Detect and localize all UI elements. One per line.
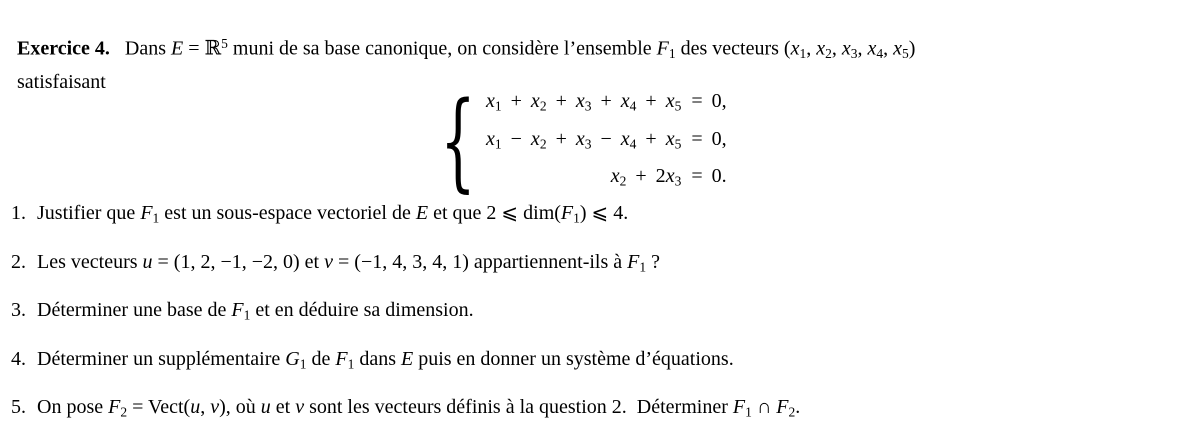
equation-1-rhs: [691, 88, 726, 120]
text-segment: u: [142, 250, 153, 273]
text-segment: 1: [668, 46, 676, 61]
text-segment: ,: [200, 396, 211, 418]
text-segment: 1: [299, 356, 307, 371]
text-segment: F: [140, 202, 153, 224]
text-segment: u: [260, 396, 271, 418]
text-segment: x: [893, 37, 903, 60]
text-segment: x: [867, 37, 877, 60]
text-segment: +: [591, 90, 621, 113]
text-segment: 1: [799, 46, 807, 61]
question-text: [37, 345, 1160, 379]
text-segment: et en déduire sa dimension.: [250, 299, 474, 321]
text-segment: x: [790, 37, 800, 60]
text-segment: 3: [584, 98, 592, 114]
text-segment: +: [636, 127, 666, 150]
text-segment: 3: [674, 173, 682, 189]
question-item-1: [11, 199, 1160, 233]
text-segment: G: [285, 347, 300, 370]
text-segment: = ℝ: [183, 37, 222, 60]
text-segment: ∩: [751, 396, 777, 418]
text-segment: 1: [347, 356, 355, 371]
text-segment: = Vect(: [127, 396, 191, 418]
text-segment: F: [656, 37, 669, 60]
text-segment: F: [335, 347, 348, 370]
text-segment: 1: [745, 404, 752, 420]
text-segment: u: [190, 396, 201, 418]
equation-system: { x1 + x2 + x3 + x4 + x5 = 0, x1 − x2 + x3 − x4 + x5 = 0, x2 + 2x3 = 0.: [440, 78, 727, 204]
question-number: 1.: [11, 202, 26, 224]
question-item-2: [11, 248, 1160, 282]
text-segment: muni de sa base canonique, on considère l’ensemble: [227, 37, 657, 60]
text-segment: E: [400, 347, 414, 370]
text-segment: 2: [539, 98, 547, 114]
text-segment: +: [501, 90, 531, 113]
question-text: [37, 248, 1160, 282]
text-segment: 4: [876, 46, 884, 61]
equation-rows: [486, 88, 727, 195]
equation-3-lhs: [486, 163, 681, 195]
text-segment: 1: [152, 210, 160, 226]
question-text: [37, 296, 1160, 330]
text-segment: 3: [584, 136, 592, 152]
text-segment: 4: [629, 98, 637, 114]
text-segment: 2: [539, 136, 547, 152]
text-segment: x: [816, 37, 826, 60]
text-segment: + 2: [626, 165, 666, 188]
text-segment: 1: [494, 98, 502, 114]
text-segment: On pose: [37, 396, 109, 418]
text-segment: Justifier que: [37, 202, 141, 224]
text-segment: 2: [619, 173, 627, 189]
text-segment: ) ⩽ 4.: [579, 202, 629, 224]
equation-1-lhs: [486, 88, 681, 120]
text-segment: 2: [120, 404, 128, 420]
text-segment: −: [501, 127, 531, 150]
text-segment: +: [546, 127, 576, 150]
text-segment: 2: [788, 404, 796, 420]
text-segment: v: [324, 250, 333, 273]
text-segment: E: [171, 37, 184, 60]
text-segment: Dans: [109, 37, 172, 60]
question-text: [37, 393, 1160, 427]
text-segment: = 0,: [691, 90, 727, 113]
exercise-statement-line1: [17, 30, 1160, 68]
text-segment: est un sous-espace vectoriel de: [159, 202, 416, 224]
question-number: 3.: [11, 299, 26, 321]
text-segment: F: [627, 250, 640, 273]
text-segment: Déterminer une base de: [37, 299, 232, 321]
text-segment: E: [415, 202, 429, 224]
text-segment: 5: [674, 136, 682, 152]
text-segment: x: [841, 37, 851, 60]
text-segment: F: [732, 396, 746, 418]
text-segment: x: [530, 90, 540, 113]
text-segment: Exercice 4.: [17, 37, 110, 60]
text-segment: = 0,: [691, 127, 727, 150]
text-segment: 3: [850, 46, 858, 61]
text-segment: x: [610, 165, 620, 188]
text-segment: ,: [857, 37, 868, 60]
text-segment: v: [295, 396, 305, 418]
question-item-3: [11, 296, 1160, 330]
text-segment: ,: [831, 37, 842, 60]
text-segment: dans: [354, 347, 401, 370]
text-segment: 2: [825, 46, 832, 61]
text-segment: et: [270, 396, 296, 418]
text-segment: x: [575, 90, 585, 113]
text-segment: et que 2 ⩽ dim(: [428, 202, 561, 224]
text-segment: x: [665, 165, 675, 188]
text-segment: +: [546, 90, 576, 113]
text-segment: 1: [573, 210, 580, 226]
text-segment: Déterminer un supplémentaire: [37, 347, 286, 370]
question-number: 4.: [11, 347, 26, 370]
text-segment: de: [306, 347, 336, 370]
text-segment: 5: [221, 36, 228, 51]
text-segment: 1: [639, 259, 647, 274]
question-item-5: [11, 393, 1160, 427]
text-segment: x: [530, 127, 540, 150]
question-list: [11, 199, 1160, 427]
text-segment: x: [665, 90, 675, 113]
text-segment: = (−1, 4, 3, 4, 1) appartiennent-ils à: [333, 250, 628, 273]
text-segment: F: [108, 396, 121, 418]
equation-2-rhs: [691, 126, 726, 158]
text-segment: F: [776, 396, 789, 418]
text-segment: des vecteurs (: [675, 37, 791, 60]
text-segment: +: [636, 90, 666, 113]
question-item-4: [11, 345, 1160, 379]
text-segment: ,: [883, 37, 894, 60]
text-segment: x: [620, 90, 630, 113]
text-segment: puis en donner un système d’équations.: [413, 347, 734, 370]
text-segment: ,: [806, 37, 817, 60]
text-segment: x: [575, 127, 585, 150]
text-segment: 1: [494, 136, 502, 152]
text-segment: x: [620, 127, 630, 150]
text-segment: x: [665, 127, 675, 150]
question-text: [37, 199, 1160, 233]
text-segment: x: [486, 127, 495, 150]
text-segment: x: [486, 90, 495, 113]
text-segment: .: [795, 396, 801, 418]
text-segment: ?: [646, 250, 661, 273]
text-segment: F: [231, 299, 244, 321]
text-segment: v: [210, 396, 220, 418]
question-number: 5.: [11, 396, 26, 418]
text-segment: ), où: [219, 396, 261, 418]
equation-2-lhs: [486, 126, 681, 158]
text-segment: 1: [243, 307, 251, 323]
text-segment: = (1, 2, −1, −2, 0) et: [152, 250, 325, 273]
text-segment: sont les vecteurs définis à la question 2. Déterminer: [304, 396, 733, 418]
text-segment: 5: [902, 46, 909, 61]
equation-3-rhs: [691, 163, 726, 195]
text-segment: −: [591, 127, 621, 150]
text-segment: ): [908, 37, 916, 60]
exercise-statement-line2: satisfaisant: [17, 71, 106, 93]
question-number: 2.: [11, 250, 26, 273]
text-segment: 4: [629, 136, 637, 152]
text-segment: = 0.: [691, 165, 727, 188]
text-segment: 5: [674, 98, 682, 114]
text-segment: Les vecteurs: [37, 250, 143, 273]
text-segment: F: [560, 202, 574, 224]
